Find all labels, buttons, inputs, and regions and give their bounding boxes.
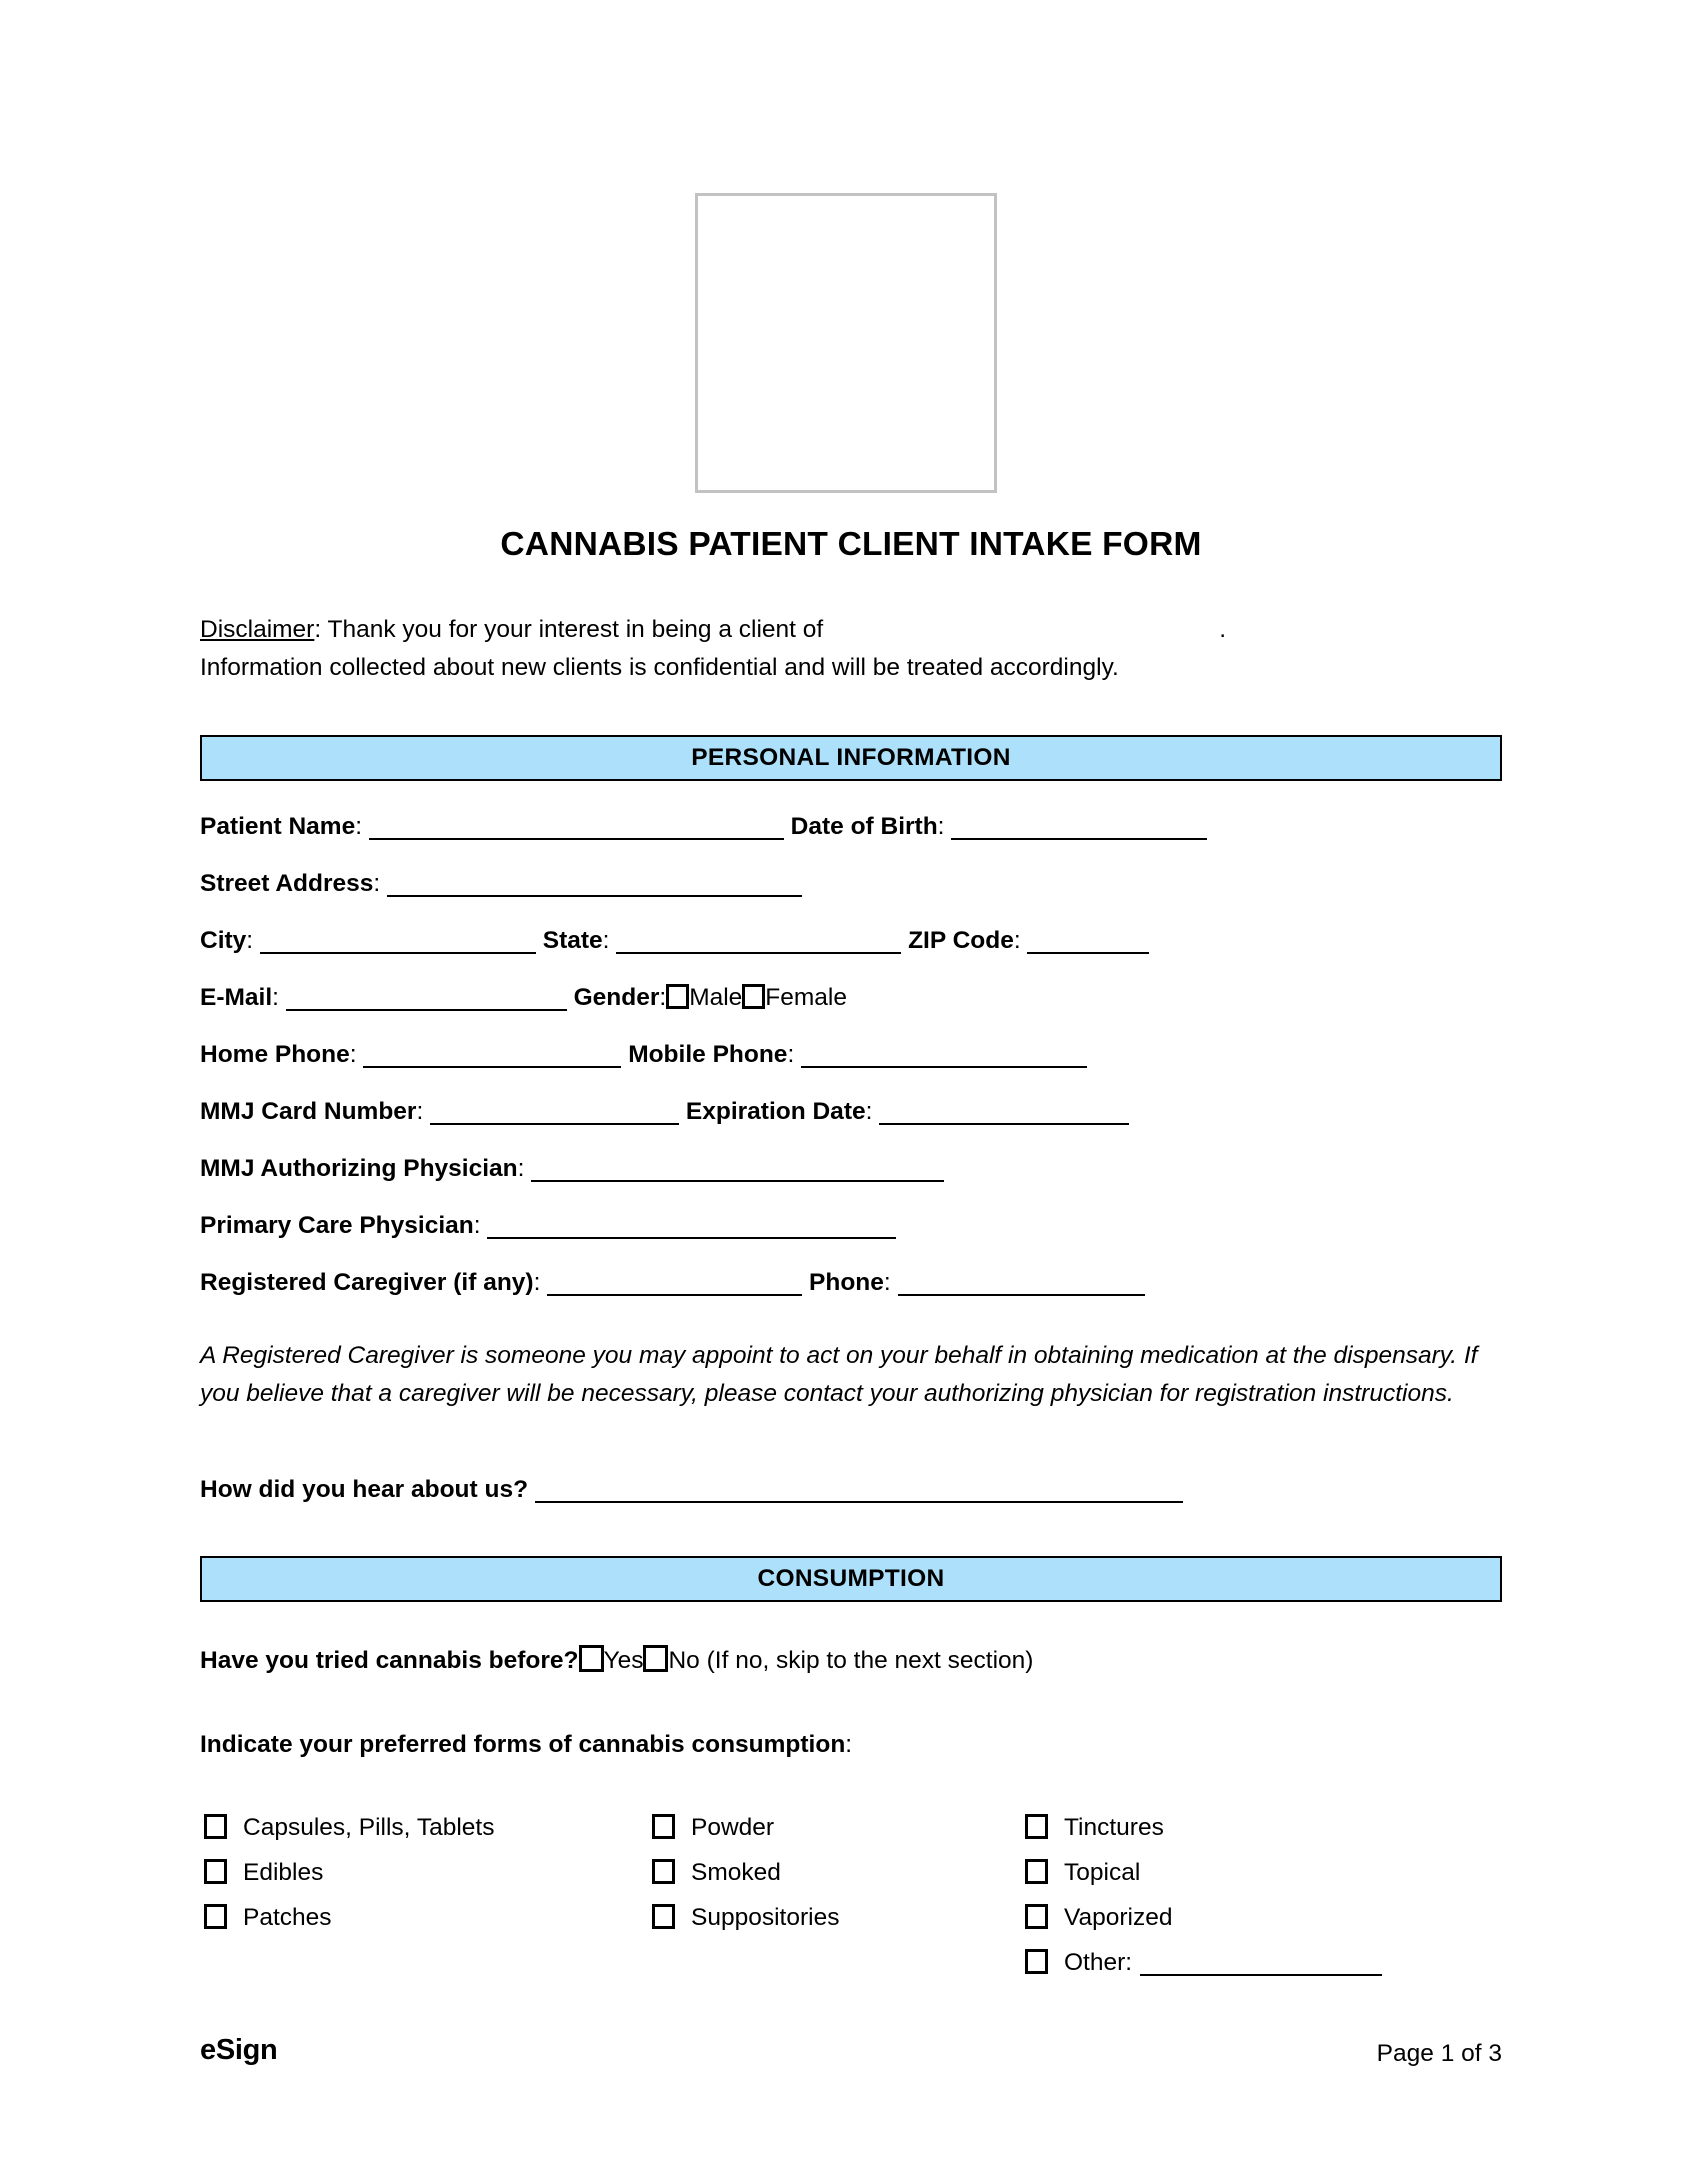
colon-street-address: :	[373, 870, 381, 897]
checkbox-edibles[interactable]	[204, 1859, 227, 1884]
page-title: CANNABIS PATIENT CLIENT INTAKE FORM	[500, 526, 1202, 563]
label-smoked: Smoked	[691, 1859, 781, 1886]
label-gender-male: Male	[689, 984, 743, 1011]
label-patches: Patches	[243, 1904, 332, 1931]
option-vaporized[interactable]	[1025, 1903, 1382, 1948]
row-patient-name	[200, 811, 1502, 843]
input-primary-care-physician[interactable]	[487, 1213, 896, 1239]
input-mobile-phone[interactable]	[801, 1042, 1087, 1068]
label-tried-yes: Yes	[603, 1647, 644, 1674]
logo-placeholder-box[interactable]	[695, 193, 997, 493]
row-phones	[200, 1039, 1502, 1071]
label-vaporized: Vaporized	[1064, 1904, 1173, 1931]
colon-expiration-date: :	[865, 1098, 873, 1125]
option-topical[interactable]	[1025, 1858, 1382, 1903]
consumption-column-1	[204, 1813, 494, 1948]
colon-mmj-authorizing-physician: :	[517, 1155, 525, 1182]
colon-patient-name: :	[355, 813, 363, 840]
colon-preferred-forms: :	[845, 1731, 853, 1758]
label-mobile-phone: Mobile Phone	[628, 1041, 788, 1068]
label-gender-female: Female	[765, 984, 847, 1011]
page-content	[200, 0, 1502, 2167]
input-how-did-you-hear[interactable]	[535, 1477, 1183, 1503]
colon-city: :	[246, 927, 254, 954]
label-street-address: Street Address	[200, 870, 374, 897]
colon-zip-code: :	[1013, 927, 1021, 954]
label-tried-cannabis-question: Have you tried cannabis before?	[200, 1647, 579, 1674]
colon-state: :	[602, 927, 610, 954]
input-zip-code[interactable]	[1027, 928, 1149, 954]
colon-date-of-birth: :	[937, 813, 945, 840]
row-city-state-zip	[200, 925, 1502, 957]
disclaimer-label: Disclaimer	[200, 616, 315, 643]
label-mmj-authorizing-physician: MMJ Authorizing Physician	[200, 1155, 518, 1182]
option-smoked[interactable]	[652, 1858, 839, 1903]
checkbox-smoked[interactable]	[652, 1859, 675, 1884]
label-capsules-pills-tablets: Capsules, Pills, Tablets	[243, 1814, 495, 1841]
label-state: State	[542, 927, 603, 954]
checkbox-patches[interactable]	[204, 1904, 227, 1929]
option-suppositories[interactable]	[652, 1903, 839, 1948]
label-gender: Gender	[573, 984, 660, 1011]
checkbox-tried-no[interactable]	[643, 1645, 668, 1672]
hint-tried-cannabis: (If no, skip to the next section)	[706, 1647, 1034, 1674]
checkbox-suppositories[interactable]	[652, 1904, 675, 1929]
input-expiration-date[interactable]	[879, 1099, 1129, 1125]
row-mmj-card	[200, 1096, 1502, 1128]
input-mmj-authorizing-physician[interactable]	[531, 1156, 944, 1182]
colon-caregiver-phone: :	[883, 1269, 891, 1296]
label-suppositories: Suppositories	[691, 1904, 840, 1931]
label-how-did-you-hear: How did you hear about us?	[200, 1476, 529, 1503]
checkbox-other[interactable]	[1025, 1949, 1048, 1974]
checkbox-vaporized[interactable]	[1025, 1904, 1048, 1929]
row-street-address	[200, 868, 1502, 900]
label-topical: Topical	[1064, 1859, 1141, 1886]
disclaimer-line-1-period: .	[1219, 616, 1227, 643]
colon-mobile-phone: :	[787, 1041, 795, 1068]
option-other[interactable]	[1025, 1948, 1382, 1993]
disclaimer-line-1	[200, 611, 1502, 649]
option-edibles[interactable]	[204, 1858, 494, 1903]
checkbox-tinctures[interactable]	[1025, 1814, 1048, 1839]
colon-email: :	[272, 984, 279, 1011]
row-how-did-you-hear	[200, 1474, 1502, 1506]
input-email[interactable]	[286, 985, 567, 1011]
label-powder: Powder	[691, 1814, 775, 1841]
checkbox-gender-female[interactable]	[742, 984, 765, 1009]
option-tinctures[interactable]	[1025, 1813, 1382, 1858]
consumption-column-2	[652, 1813, 839, 1948]
input-registered-caregiver[interactable]	[547, 1270, 802, 1296]
label-tinctures: Tinctures	[1064, 1814, 1164, 1841]
input-mmj-card-number[interactable]	[430, 1099, 679, 1125]
checkbox-capsules-pills-tablets[interactable]	[204, 1814, 227, 1839]
label-email: E-Mail	[200, 984, 273, 1011]
label-expiration-date: Expiration Date	[685, 1098, 866, 1125]
disclaimer-line-1-text: : Thank you for your interest in being a client of	[314, 616, 824, 643]
checkbox-powder[interactable]	[652, 1814, 675, 1839]
label-other: Other:	[1064, 1949, 1133, 1976]
input-state[interactable]	[616, 928, 901, 954]
colon-primary-care-physician: :	[473, 1212, 481, 1239]
label-city: City	[200, 927, 247, 954]
label-zip-code: ZIP Code	[908, 927, 1014, 954]
label-tried-no: No	[668, 1647, 700, 1674]
disclaimer-paragraph	[200, 611, 1502, 687]
colon-home-phone: :	[349, 1041, 357, 1068]
checkbox-tried-yes[interactable]	[579, 1645, 604, 1672]
option-powder[interactable]	[652, 1813, 839, 1858]
section-header-consumption: CONSUMPTION	[200, 1556, 1502, 1602]
checkbox-topical[interactable]	[1025, 1859, 1048, 1884]
input-street-address[interactable]	[387, 871, 802, 897]
input-city[interactable]	[260, 928, 536, 954]
label-mmj-card-number: MMJ Card Number	[200, 1098, 417, 1125]
input-home-phone[interactable]	[363, 1042, 621, 1068]
label-patient-name: Patient Name	[200, 813, 356, 840]
colon-mmj-card-number: :	[416, 1098, 424, 1125]
row-registered-caregiver	[200, 1267, 1502, 1299]
label-home-phone: Home Phone	[200, 1041, 350, 1068]
option-capsules-pills-tablets[interactable]	[204, 1813, 494, 1858]
input-date-of-birth[interactable]	[951, 814, 1207, 840]
label-caregiver-phone: Phone	[809, 1269, 884, 1296]
consumption-column-3	[1025, 1813, 1382, 1993]
label-date-of-birth: Date of Birth	[790, 813, 938, 840]
colon-gender: :	[659, 984, 667, 1011]
footer-brand-esign: eSign	[200, 2034, 278, 2066]
checkbox-gender-male[interactable]	[666, 984, 689, 1009]
colon-registered-caregiver: :	[533, 1269, 541, 1296]
disclaimer-line-2: Information collected about new clients is confidential and will be treated accordingly.	[200, 654, 1119, 681]
input-caregiver-phone[interactable]	[898, 1270, 1145, 1296]
section-header-personal-information: PERSONAL INFORMATION	[200, 735, 1502, 781]
row-preferred-forms-prompt	[200, 1729, 1502, 1761]
row-email-gender	[200, 982, 1502, 1014]
row-mmj-authorizing-physician	[200, 1153, 1502, 1185]
option-patches[interactable]	[204, 1903, 494, 1948]
label-edibles: Edibles	[243, 1859, 324, 1886]
label-registered-caregiver: Registered Caregiver (if any)	[200, 1269, 534, 1296]
footer-page-number: Page 1 of 3	[1376, 2040, 1502, 2067]
input-patient-name[interactable]	[369, 814, 784, 840]
label-primary-care-physician: Primary Care Physician	[200, 1212, 474, 1239]
label-preferred-forms-prompt: Indicate your preferred forms of cannabis consumption	[200, 1731, 846, 1758]
row-primary-care-physician	[200, 1210, 1502, 1242]
input-other-consumption-form[interactable]	[1140, 1950, 1382, 1976]
caregiver-note: A Registered Caregiver is someone you may appoint to act on your behalf in obtaining medication at the dispensary. If you believe that a caregiver will be necessary, please contact your authorizing physician for registration instructions.	[200, 1342, 1478, 1407]
row-tried-cannabis	[200, 1645, 1502, 1677]
